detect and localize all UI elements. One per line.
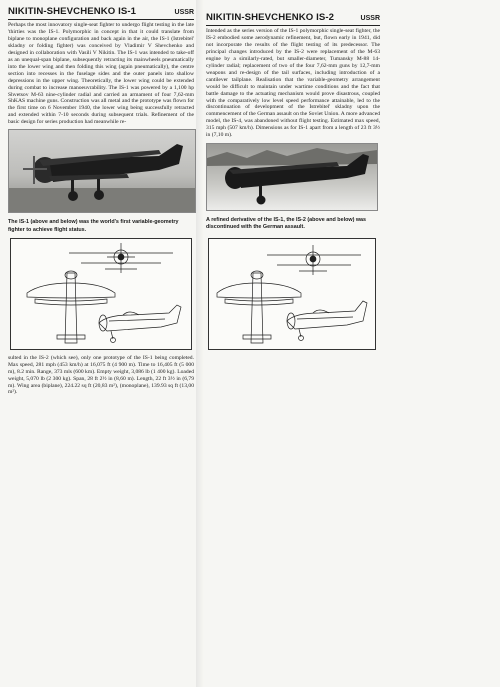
is1-front-view	[69, 243, 173, 273]
is1-photo	[8, 129, 196, 213]
is1-side-view	[99, 305, 181, 343]
is2-front-view	[267, 245, 361, 275]
is1-body-text: Perhaps the most innovatory single-seat fighter to undergo flight testing in the late 'thirties was the IS-1. Polymorphic in concept in that it could translate from biplane to monoplane configuration and back again in the air, the IS-1 (Istrebitel' skladny or folding fighter) was conceived by Vladimir V Shevchenko and designed in collaboration with Vasili V Nikitin. The IS-1 was intended to take-off as an unequal-span biplane, subsequently retracting its mainwheels pneumatically into the lower wing and then folding this wing (again pneumatically), the centre section into recesses in the fuselage sides and the outer panels into shallow depressions in the upper wing. Theoretically, the lower wing could be extended during combat to increase manoeuvrability. The IS-1 was powered by a 1,100 hp Shvetsov M-63 nine-cylinder radial and carried an armament of four 7,62-mm ShKAS machine guns. Construction was all metal and the prototype was flown for the first time on 6 November 1940, the lower wing being successfully retracted and extended within 7-10 seconds during subsequent trials. Refinement of the basic design for series production had meanwhile re-	[8, 22, 194, 126]
is2-caption: A refined derivative of the IS-1, the IS-2 (above and below) was discontinued with the German assault.	[206, 217, 367, 231]
page-edge-shadow	[196, 0, 204, 687]
is2-body-text: Intended as the series version of the IS-1 polymorphic single-seat fighter, the IS-2 embodied some aerodynamic refinement, but, flown early in 1941, did not incorporate the results of the flight testing of its predecessor. The principal changes introduced by the IS-2 were replacement of the M-63 engine by a similarly-rated, but smaller-diameter, Tumansky M-88 14-cylinder radial; replacement of two of the four 7,62-mm guns by 12,7-mm weapons and re-design of the tail surfaces, including introduction of a cantilever tailplane. Realisation that the variable-geometry arrangement would be difficult to maintain under wartime conditions and the fact that battle damage to the actuating mechanism would prove disastrous, coupled with the comparatively low level speed performance attainable, led to the discontinuation of development of the Istrebitel' skladny upon the commencement of the German assault on the Soviet Union. A more advanced model, the IS-4, was abandoned without flight testing. Estimated max speed, 315 mph (507 km/h). Dimensions as for IS-1 apart from a length of 23 ft 3½ in (7,10 m).	[206, 28, 380, 139]
is2-column	[206, 12, 380, 350]
is2-plan-view	[217, 271, 301, 343]
is2-side-view	[287, 301, 367, 341]
is1-header	[8, 6, 194, 20]
is2-title: NIKITIN-SHEVCHENKO IS-2	[206, 12, 335, 23]
is1-three-view-drawing	[10, 238, 192, 350]
is1-title: NIKITIN-SHEVCHENKO IS-1	[8, 6, 137, 17]
is1-country: USSR	[174, 9, 194, 16]
is1-continued-text: sulted in the IS-2 (which see), only one prototype of the IS-1 being completed. Max speed, 281 mph (453 km/h) at 16,075 ft (4 900 m). Time to 16,405 ft (5 000 m), 8.2 min. Range, 373 mls (600 km). Empty weight, 3,086 lb (1 400 kg). Loaded weight, 5,070 lb (2 300 kg). Span, 28 ft 2½ in (8,60 m). Length, 22 ft 3½ in (6,79 m). Wing area (biplane), 224.22 sq ft (20,83 m²), (monoplane), 139.93 sq ft (13,00 m²).	[8, 354, 194, 396]
is2-country: USSR	[360, 15, 380, 22]
is2-three-view-drawing	[208, 238, 376, 350]
is2-photo	[206, 143, 378, 211]
is1-caption: The IS-1 (above and below) was the world's first variable-geometry fighter to achieve flight status.	[8, 219, 179, 233]
is1-plan-view	[27, 271, 115, 343]
is2-header	[206, 12, 380, 26]
is1-column	[8, 6, 194, 396]
